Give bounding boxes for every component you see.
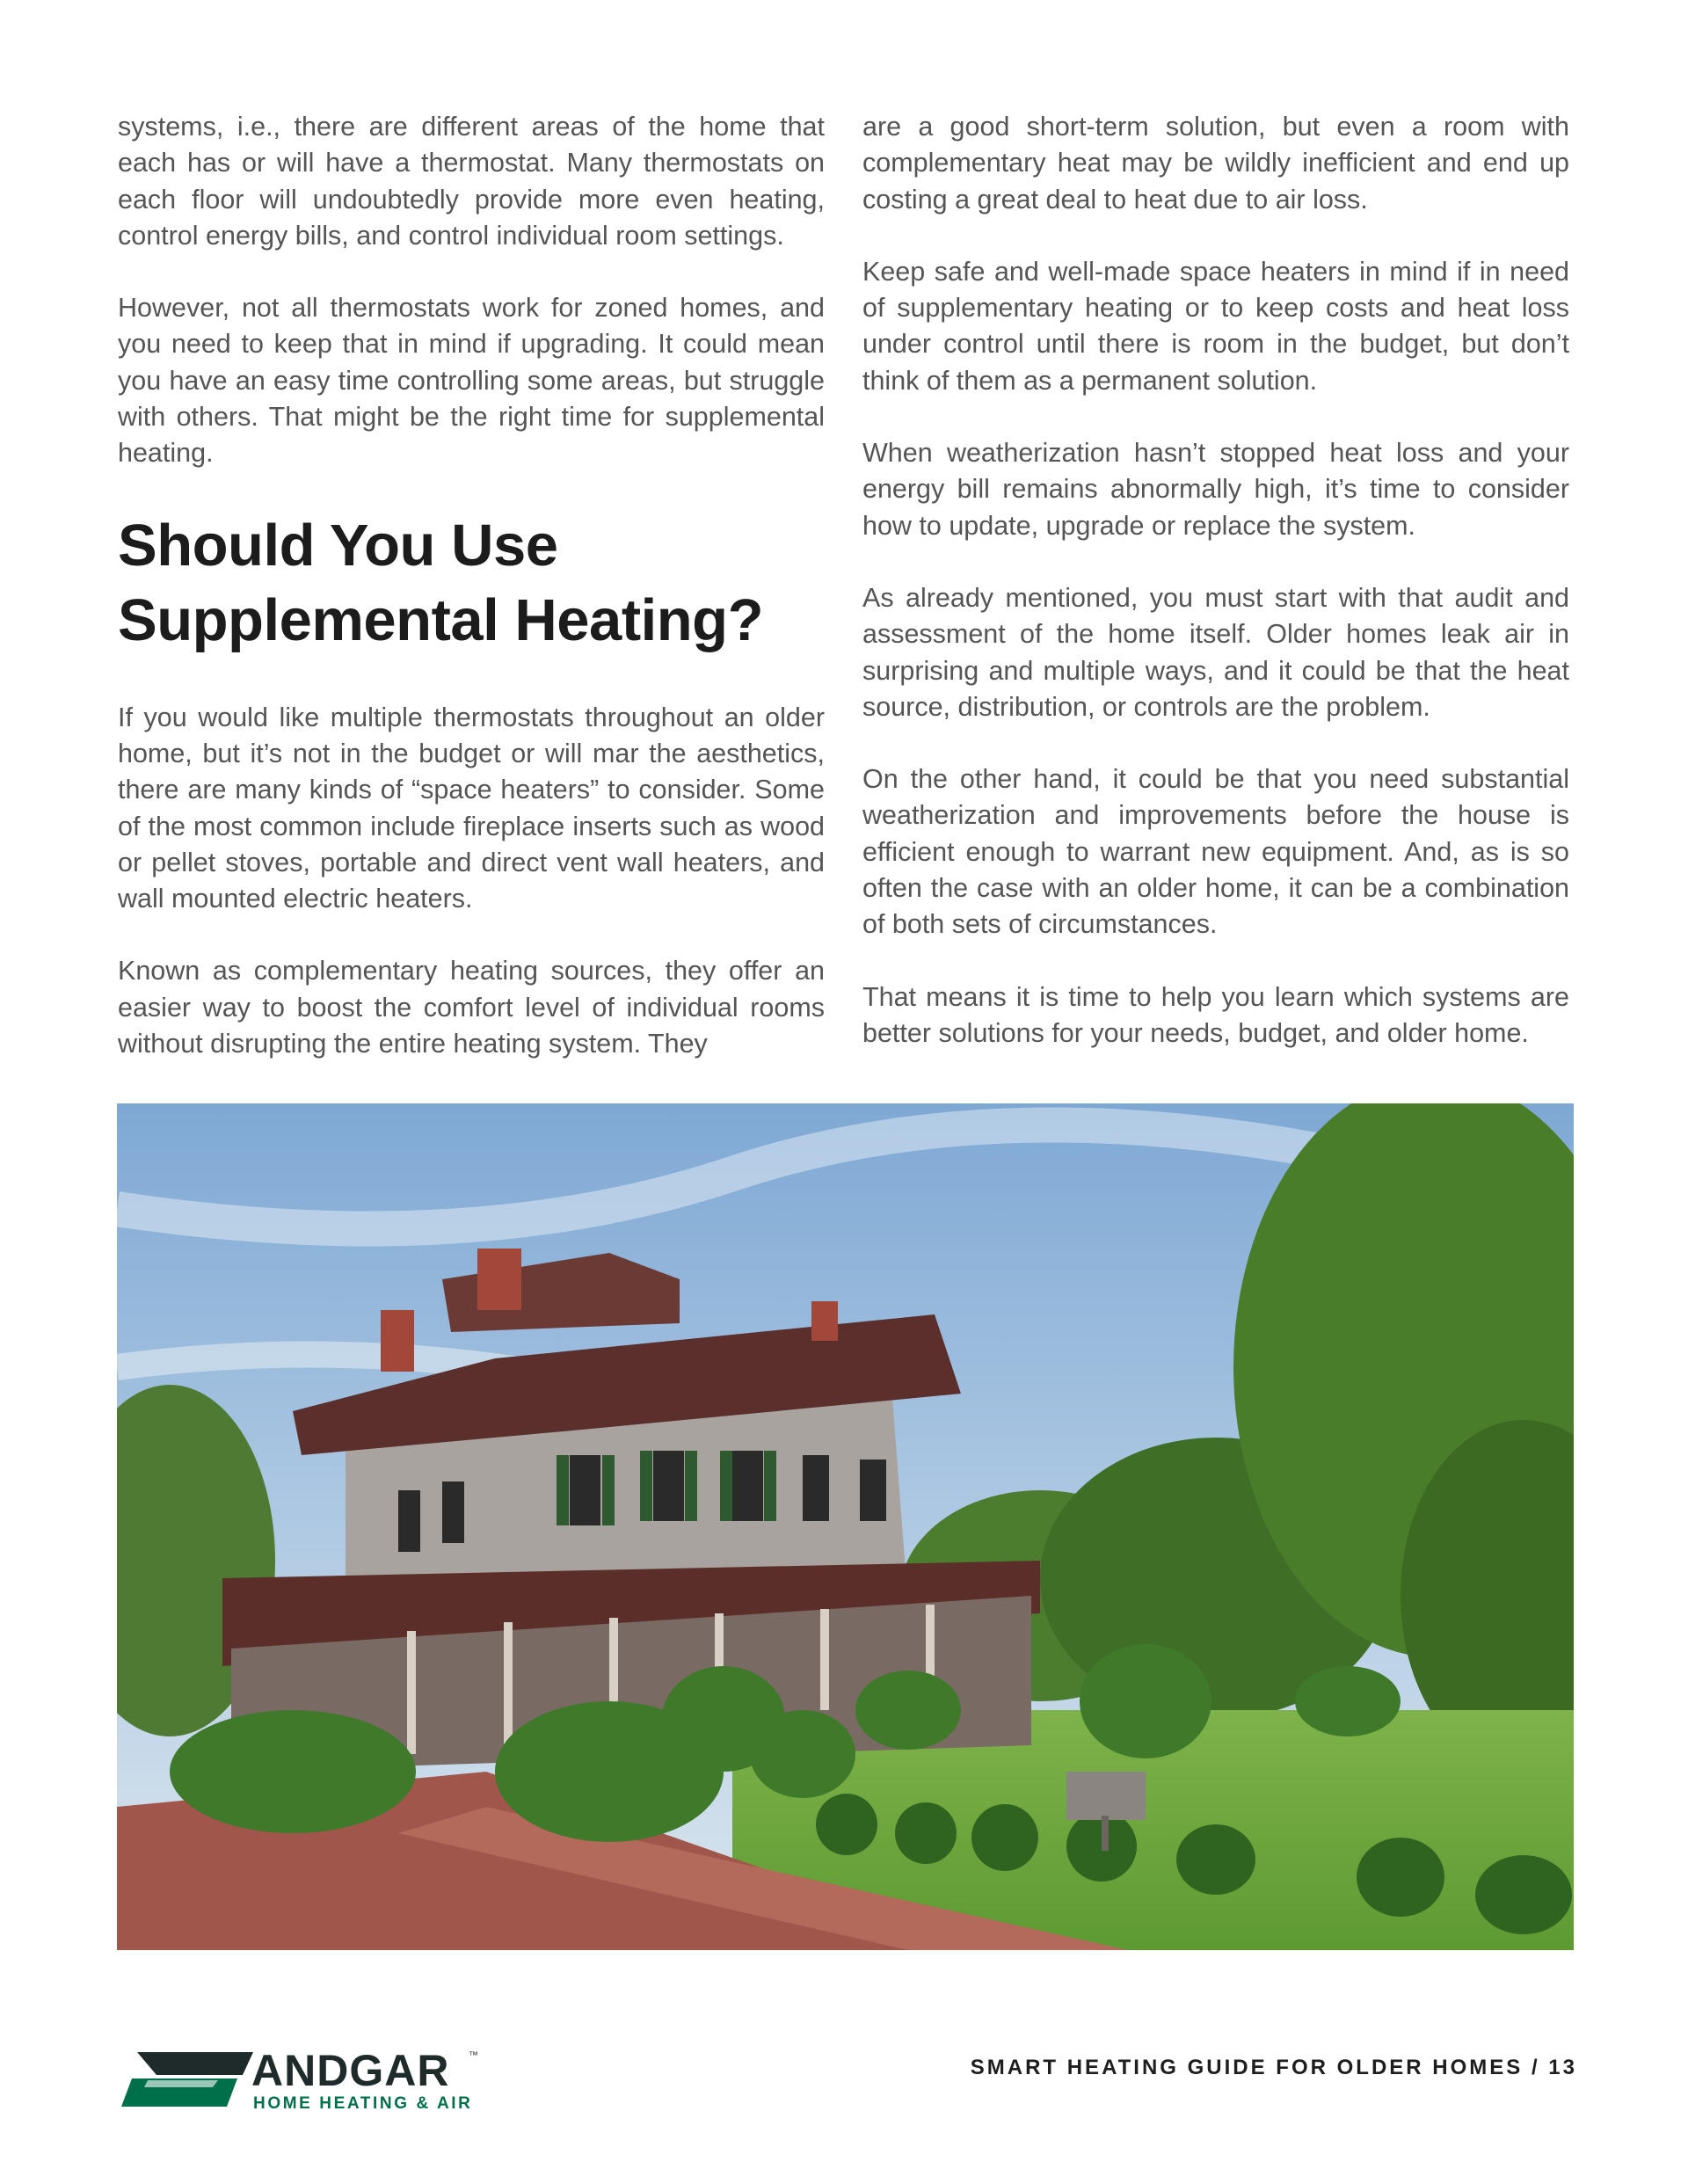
right-paragraph-3: When weatherization hasn’t stopped heat loss and your energy bill remains abnormally high, it’s time to consider how to update, upgrade or replace the system. xyxy=(862,438,1569,541)
right-paragraph-1: are a good short-term solution, but even a room with complementary heat may be wildly inefficient and end up costing a great deal to heat due to air loss. xyxy=(862,112,1569,215)
footer-page-title: SMART HEATING GUIDE FOR OLDER HOMES / 13 xyxy=(970,2056,1577,2079)
left-paragraph-4: Known as complementary heating sources, they offer an easier way to boost the comfort level of individual rooms without disrupting the entire heating system. They xyxy=(118,956,825,1059)
logo-tagline: HOME HEATING & AIR xyxy=(253,2094,473,2113)
right-paragraph-5: On the other hand, it could be that you need substantial weatherization and improvements before the house is efficient enough to warrant new equipment. And, as is so often the case with an older home, it can be a combination of both sets of circumstances. xyxy=(862,764,1569,940)
right-column xyxy=(862,109,1569,1088)
logo-trademark: ™ xyxy=(469,2050,478,2061)
right-paragraph-4: As already mentioned, you must start with that audit and assessment of the home itself. Older homes leak air in surprising and multiple ways, and it could be that the heat source, distribution, or controls are the problem. xyxy=(862,582,1569,722)
right-paragraph-6: That means it is time to help you learn which systems are better solutions for your needs, budget, and older home. xyxy=(862,981,1569,1048)
left-paragraph-3: If you would like multiple thermostats throughout an older home, but it’s not in the budget or will mar the aesthetics, there are many kinds of “space heaters” to consider. Some of the most common include fireplace inserts such as wood or pellet stoves, portable and direct vent wall heaters, and wall mounted electric heaters. xyxy=(118,702,825,914)
left-paragraph-2: However, not all thermostats work for zoned homes, and you need to keep that in mind if upgrading. It could mean you have an easy time controlling some areas, but struggle with others. That might be the right time for supplemental heating. xyxy=(118,293,825,469)
right-paragraph-2: Keep safe and well-made space heaters in mind if in need of supplementary heating or to keep costs and heat loss under control until there is room in the budget, but don’t think of them as a permanent solution. xyxy=(862,256,1569,396)
victorian-house-photo xyxy=(117,1103,1574,1950)
andgar-logo-mark-icon xyxy=(121,2052,253,2107)
andgar-logo xyxy=(121,2046,478,2117)
logo-wordmark: ANDGAR xyxy=(251,2046,450,2095)
left-paragraph-1: systems, i.e., there are different areas of the home that each has or will have a thermostat. Many thermostats on each floor will undoubtedly provide more even heating, control energy bills, and control individual room settings. xyxy=(118,112,825,251)
left-column xyxy=(118,109,825,1098)
house-illustration xyxy=(117,1103,1574,1950)
section-heading: Should You Use Supplemental Heating? xyxy=(118,512,764,653)
